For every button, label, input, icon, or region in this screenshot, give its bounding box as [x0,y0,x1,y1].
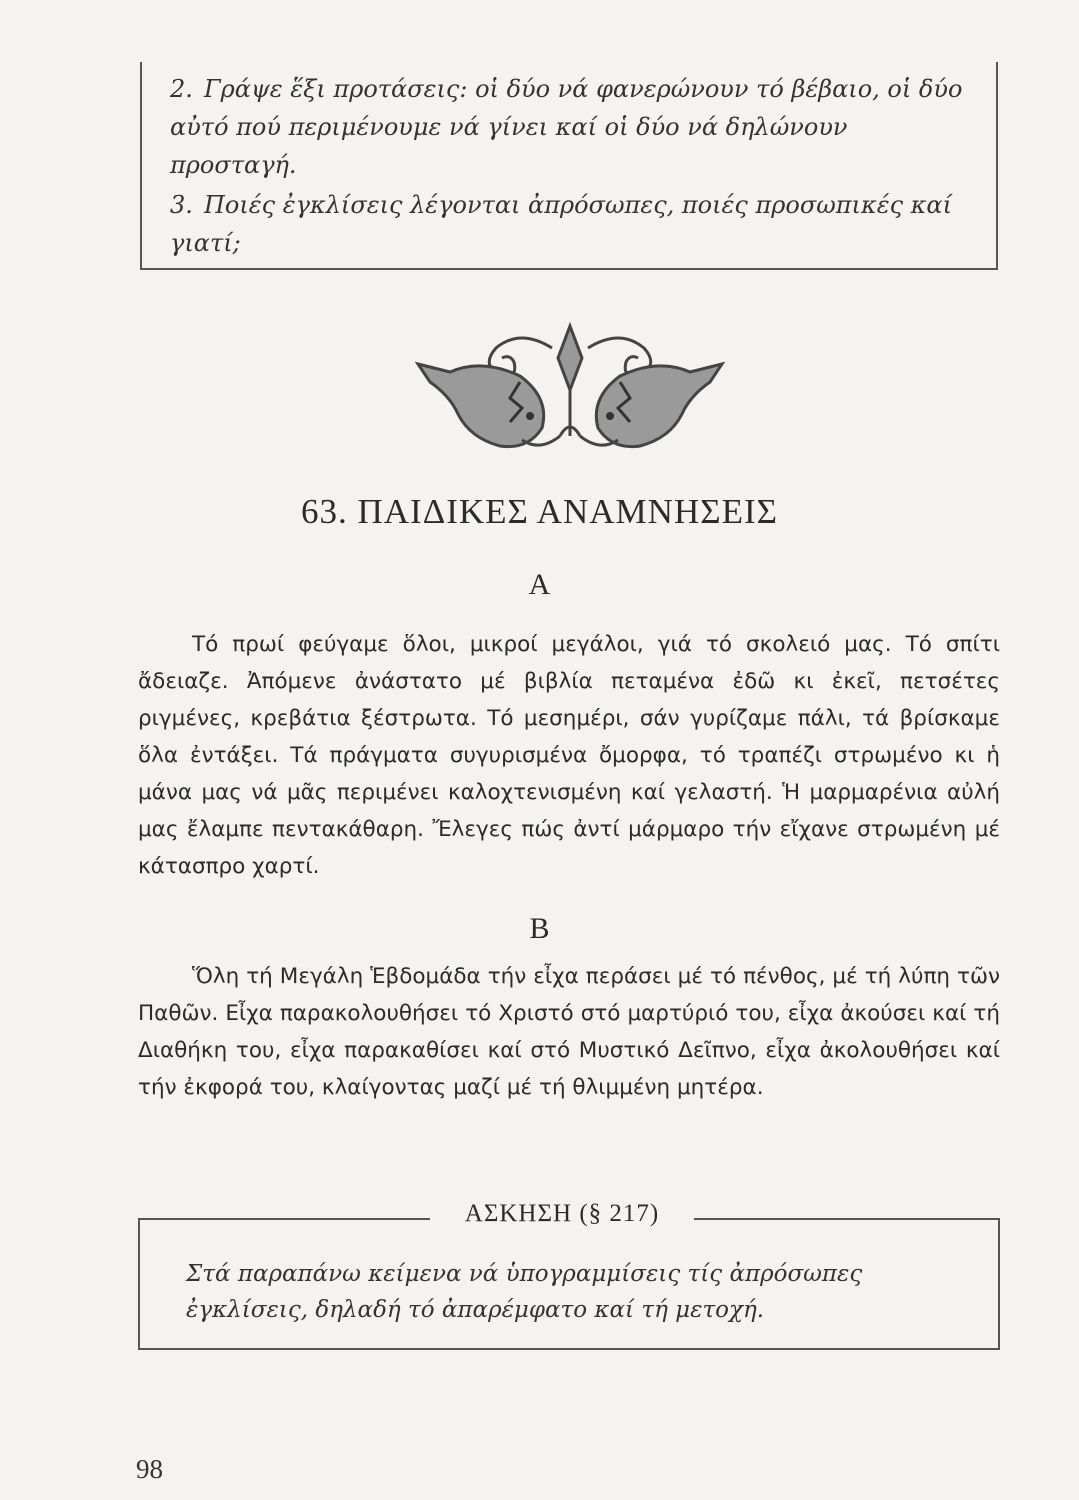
paragraph: Τό πρωί φεύγαμε ὅλοι, μικροί μεγάλοι, γιά τό σκολειό μας. Τό σπίτι ἄδειαζε. Ἀπόμενε ἀνάστατο μέ βιβλία πεταμένα ἐδῶ κι ἐκεῖ, πετσέτες ριγμένες, κρεβάτια ξέστρωτα. Τό μεσημέρι, σάν γυρίζαμε πάλι, τά βρίσκαμε ὅλα ἐντάξει. Τά πράγματα συγυρισμένα ὄμορφα, τό τραπέζι στρωμένο κι ἡ μάνα μας νά μᾶς περιμένει καλοχτενισμένη καί γελαστή. Ἡ μαρμαρένια αὐλή μας ἔλαμπε πεντακάθαρη. Ἔλεγες πώς ἀντί μάρμαρο τήν εἴχανε στρωμένη μέ κάτασπρο χαρτί. [138,632,1000,879]
paragraph: Ὅλη τή Μεγάλη Ἑβδομάδα τήν εἶχα περάσει μέ τό πένθος, μέ τή λύπη τῶν Παθῶν. Εἶχα παρακολουθήσει τό Χριστό στό μαρτύριό του, εἶχα ἀκούσει καί τή Διαθήκη του, εἶχα παρακαθίσει καί στό Μυστικό Δεῖπνο, εἶχα ἀκολουθήσει καί τήν ἐκφορά του, κλαίγοντας μαζί μέ τή θλιμμένη μητέρα. [138,964,1000,1100]
exercise-question-3 [170,186,980,262]
section-b-text [138,958,1000,1106]
page-number: 98 [136,1454,163,1484]
question-number: 3. [170,191,193,219]
question-text: Ποιές ἐγκλίσεις λέγονται ἀπρόσωπες, ποιές προσωπικές καί γιατί; [170,191,952,257]
askisi-title: ΑΣΚΗΣΗ (§ 217) [464,1200,660,1227]
exercise-question-2 [170,70,980,184]
askisi-text: Στά παραπάνω κείμενα νά ὑπογραμμίσεις τίς ἀπρόσωπες ἐγκλίσεις, δηλαδή τό ἀπαρέμφατο καί τή μετοχή. [186,1261,863,1323]
two-birds-ornament-icon [410,318,730,458]
question-text: Γράψε ἕξι προτάσεις: οἱ δύο νά φανερώνουν τό βέβαιο, οἱ δύο αὐτό πού περιμένουμε νά γίνει καί οἱ δύο νά δηλώνουν προσταγή. [170,75,963,179]
chapter-title: 63. ΠΑΙΔΙΚΕΣ ΑΝΑΜΝΗΣΕΙΣ [301,492,778,531]
section-heading-b: Β [529,912,550,945]
section-a-text [138,626,1000,885]
section-heading-a: Α [528,568,551,601]
question-number: 2. [170,75,193,103]
